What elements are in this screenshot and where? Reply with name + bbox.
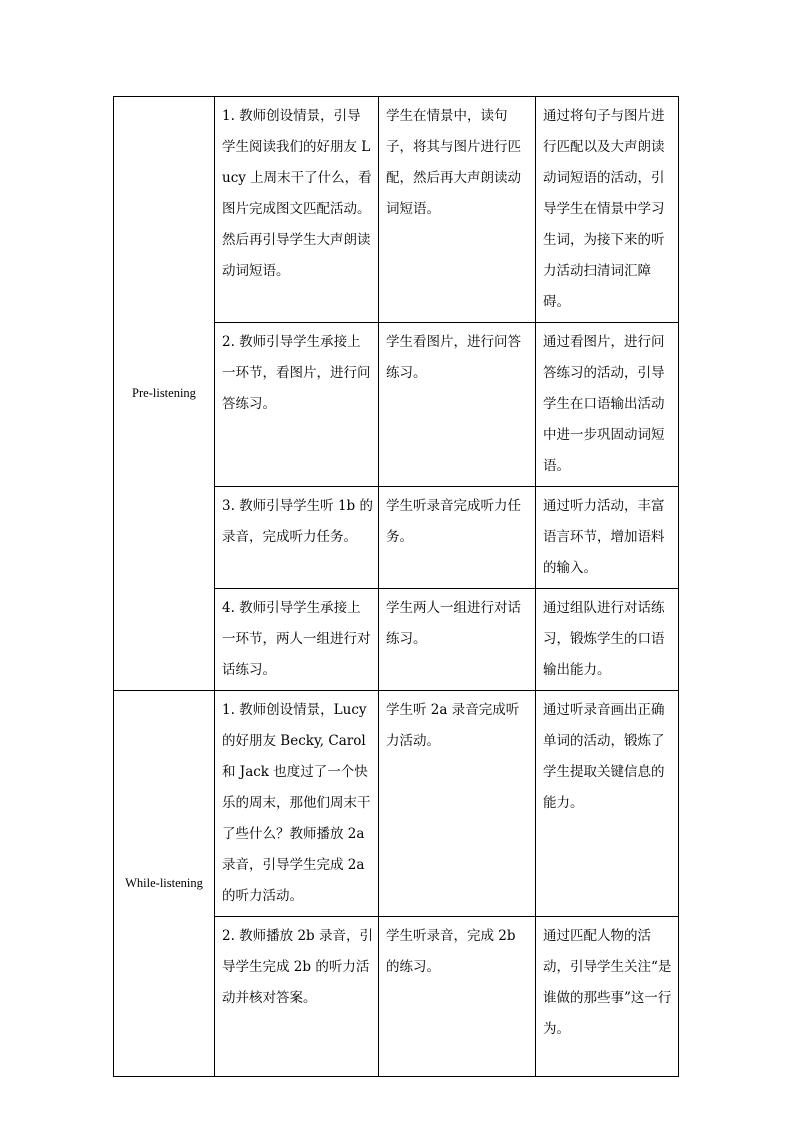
student-activity-cell: 学生听录音完成听力任务。: [379, 487, 536, 589]
student-activity-cell: 学生两人一组进行对话练习。: [379, 589, 536, 691]
stage-cell-while-listening: While-listening: [114, 691, 215, 1077]
teacher-activity-cell: 4. 教师引导学生承接上一环节，两人一组进行对话练习。: [215, 589, 379, 691]
teacher-activity-cell: 2. 教师引导学生承接上一环节，看图片，进行问答练习。: [215, 323, 379, 487]
purpose-cell: 通过听录音画出正确单词的活动，锻炼了学生提取关键信息的能力。: [536, 691, 679, 917]
student-activity-cell: 学生听 2a 录音完成听力活动。: [379, 691, 536, 917]
stage-cell-pre-listening: Pre-listening: [114, 97, 215, 691]
table-row: [114, 691, 679, 917]
teacher-activity-cell: 3. 教师引导学生听 1b 的录音，完成听力任务。: [215, 487, 379, 589]
purpose-cell: 通过组队进行对话练习，锻炼学生的口语输出能力。: [536, 589, 679, 691]
student-activity-cell: 学生在情景中，读句子，将其与图片进行匹配，然后再大声朗读动词短语。: [379, 97, 536, 323]
teacher-activity-cell: 1. 教师创设情景，引导学生阅读我们的好朋友 Lucy 上周末干了什么，看图片完成图文匹配活动。然后再引导学生大声朗读动词短语。: [215, 97, 379, 323]
teacher-activity-cell: 2. 教师播放 2b 录音，引导学生完成 2b 的听力活动并核对答案。: [215, 917, 379, 1077]
teacher-activity-cell: 1. 教师创设情景，Lucy 的好朋友 Becky, Carol 和 Jack 也度过了一个快乐的周末，那他们周末干了些什么？教师播放 2a 录音，引导学生完成 2a 的听力活动。: [215, 691, 379, 917]
table-row: [114, 97, 679, 323]
student-activity-cell: 学生听录音，完成 2b 的练习。: [379, 917, 536, 1077]
student-activity-cell: 学生看图片，进行问答练习。: [379, 323, 536, 487]
purpose-cell: 通过将句子与图片进行匹配以及大声朗读动词短语的活动，引导学生在情景中学习生词，为接下来的听力活动扫清词汇障碍。: [536, 97, 679, 323]
purpose-cell: 通过听力活动，丰富语言环节，增加语料的输入。: [536, 487, 679, 589]
purpose-cell: 通过看图片，进行问答练习的活动，引导学生在口语输出活动中进一步巩固动词短语。: [536, 323, 679, 487]
lesson-plan-table: [113, 96, 679, 1077]
purpose-cell: 通过匹配人物的活动，引导学生关注“是谁做的那些事”这一行为。: [536, 917, 679, 1077]
